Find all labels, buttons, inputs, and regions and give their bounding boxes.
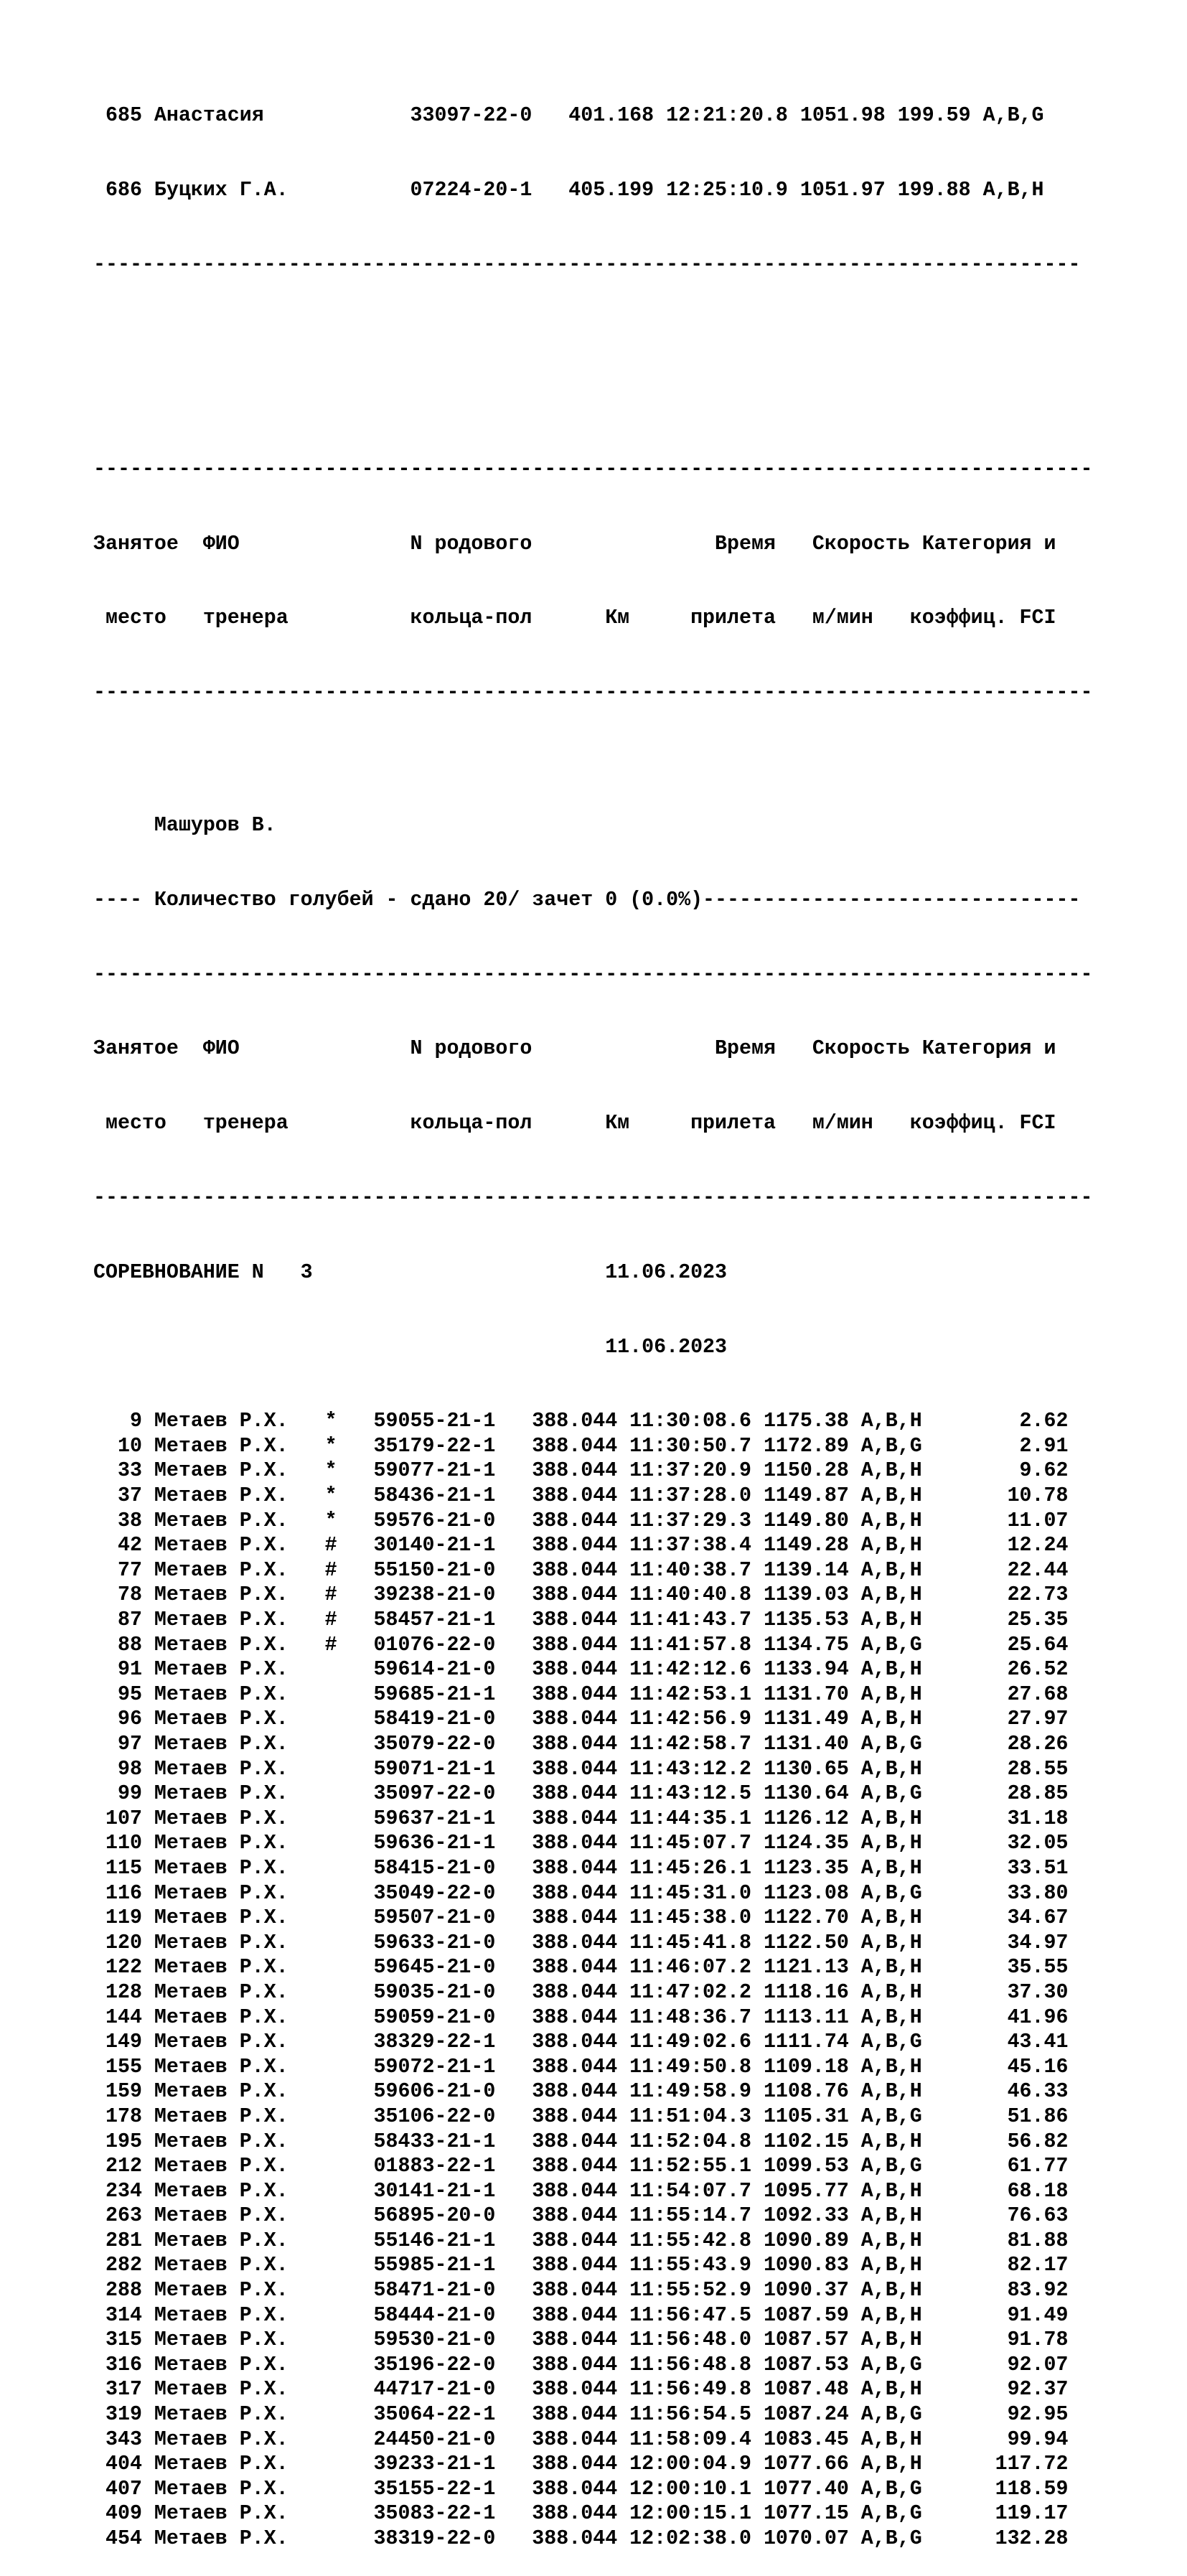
result-row: 122 Метаев Р.Х. 59645-21-0 388.044 11:46:07.2 1121.13 A,B,H 35.55 — [93, 1956, 1069, 1980]
trainer-name: Машуров В. — [93, 814, 276, 838]
result-row: 37 Метаев Р.Х. * 58436-21-1 388.044 11:37:28.0 1149.87 A,B,H 10.78 — [93, 1484, 1069, 1508]
result-row: 128 Метаев Р.Х. 59035-21-0 388.044 11:47:02.2 1118.16 A,B,H 37.30 — [93, 1980, 1069, 2004]
result-row: 315 Метаев Р.Х. 59530-21-0 388.044 11:56:48.0 1087.57 A,B,H 91.78 — [93, 2328, 1069, 2352]
result-row: 281 Метаев Р.Х. 55146-21-1 388.044 11:55:42.8 1090.89 A,B,H 81.88 — [93, 2229, 1069, 2252]
result-row: 404 Метаев Р.Х. 39233-21-1 388.044 12:00:04.9 1077.66 A,B,H 117.72 — [93, 2453, 1069, 2476]
result-row: 88 Метаев Р.Х. # 01076-22-0 388.044 11:41:57.8 1134.75 A,B,G 25.64 — [93, 1633, 1069, 1657]
result-row: 87 Метаев Р.Х. # 58457-21-1 388.044 11:41:43.7 1135.53 A,B,H 25.35 — [93, 1608, 1069, 1632]
result-row: 95 Метаев Р.Х. 59685-21-1 388.044 11:42:53.1 1131.70 A,B,H 27.68 — [93, 1682, 1069, 1706]
result-row: 195 Метаев Р.Х. 58433-21-1 388.044 11:52:04.8 1102.15 A,B,H 56.82 — [93, 2130, 1069, 2153]
result-row: 33 Метаев Р.Х. * 59077-21-1 388.044 11:37:20.9 1150.28 A,B,H 9.62 — [93, 1459, 1069, 1483]
divider: ---------------------------------------------------------------------------------- — [93, 963, 1093, 986]
result-row: 282 Метаев Р.Х. 55985-21-1 388.044 11:55:43.9 1090.83 A,B,H 82.17 — [93, 2254, 1069, 2277]
result-row: 263 Метаев Р.Х. 56895-20-0 388.044 11:55:14.7 1092.33 A,B,H 76.63 — [93, 2204, 1069, 2228]
divider: ---------------------------------------------------------------------------------- — [93, 1186, 1093, 1209]
result-row: 77 Метаев Р.Х. # 55150-21-0 388.044 11:40:38.7 1139.14 A,B,H 22.44 — [93, 1558, 1069, 1582]
divider: --------------------------------------------------------------------------------- — [93, 253, 1081, 276]
divider: ---------------------------------------------------------------------------------- — [93, 681, 1093, 705]
result-row: 159 Метаев Р.Х. 59606-21-0 388.044 11:49:58.9 1108.76 A,B,H 46.33 — [93, 2080, 1069, 2104]
result-row: 107 Метаев Р.Х. 59637-21-1 388.044 11:44:35.1 1126.12 A,B,H 31.18 — [93, 1807, 1069, 1830]
result-row: 234 Метаев Р.Х. 30141-21-1 388.044 11:54:07.7 1095.77 A,B,H 68.18 — [93, 2179, 1069, 2203]
result-row: 454 Метаев Р.Х. 38319-22-0 388.044 12:02:38.0 1070.07 A,B,G 132.28 — [93, 2527, 1069, 2550]
competition-date: 11.06.2023 — [93, 1335, 728, 1359]
pigeon-summary: ---- Количество голубей - сдано 20/ зачет 0 (0.0%)------------------------------- — [93, 888, 1081, 912]
result-row: 110 Метаев Р.Х. 59636-21-1 388.044 11:45:07.7 1124.35 A,B,H 32.05 — [93, 1832, 1069, 1855]
result-row: 99 Метаев Р.Х. 35097-22-0 388.044 11:43:12.5 1130.64 A,B,G 28.85 — [93, 1782, 1069, 1806]
result-row: 288 Метаев Р.Х. 58471-21-0 388.044 11:55:52.9 1090.37 A,B,H 83.92 — [93, 2279, 1069, 2303]
result-row: 149 Метаев Р.Х. 38329-22-1 388.044 11:49:02.6 1111.74 A,B,G 43.41 — [93, 2031, 1069, 2054]
result-row: 407 Метаев Р.Х. 35155-22-1 388.044 12:00:10.1 1077.40 A,B,G 118.59 — [93, 2477, 1069, 2501]
result-row: 343 Метаев Р.Х. 24450-21-0 388.044 11:58:09.4 1083.45 A,B,H 99.94 — [93, 2427, 1069, 2451]
result-row: 212 Метаев Р.Х. 01883-22-1 388.044 11:52:55.1 1099.53 A,B,G 61.77 — [93, 2155, 1069, 2178]
result-row: 317 Метаев Р.Х. 44717-21-0 388.044 11:56:49.8 1087.48 A,B,H 92.37 — [93, 2378, 1069, 2402]
result-row: 115 Метаев Р.Х. 58415-21-0 388.044 11:45:26.1 1123.35 A,B,H 33.51 — [93, 1856, 1069, 1880]
result-row: 9 Метаев Р.Х. * 59055-21-1 388.044 11:30:08.6 1175.38 A,B,H 2.62 — [93, 1410, 1069, 1433]
result-row: 314 Метаев Р.Х. 58444-21-0 388.044 11:56:47.5 1087.59 A,B,H 91.49 — [93, 2303, 1069, 2327]
results-table — [93, 1409, 1092, 2551]
result-row: 78 Метаев Р.Х. # 39238-21-0 388.044 11:40:40.8 1139.03 A,B,H 22.73 — [93, 1583, 1069, 1607]
result-row: 409 Метаев Р.Х. 35083-22-1 388.044 12:00:15.1 1077.15 A,B,G 119.17 — [93, 2502, 1069, 2526]
result-row: 98 Метаев Р.Х. 59071-21-1 388.044 11:43:12.2 1130.65 A,B,H 28.55 — [93, 1757, 1069, 1781]
column-header-line-1: Занятое ФИО N родового Время Скорость Категория и — [93, 532, 1056, 556]
result-row: 96 Метаев Р.Х. 58419-21-0 388.044 11:42:56.9 1131.49 A,B,H 27.97 — [93, 1708, 1069, 1731]
column-header-line-2: место тренера кольца-пол Км прилета м/мин коэффиц. FCI — [93, 606, 1056, 630]
result-row: 97 Метаев Р.Х. 35079-22-0 388.044 11:42:58.7 1131.40 A,B,G 28.26 — [93, 1733, 1069, 1756]
result-row: 116 Метаев Р.Х. 35049-22-0 388.044 11:45:31.0 1123.08 A,B,G 33.80 — [93, 1881, 1069, 1905]
result-row: 155 Метаев Р.Х. 59072-21-1 388.044 11:49:50.8 1109.18 A,B,H 45.16 — [93, 2055, 1069, 2079]
result-row: 319 Метаев Р.Х. 35064-22-1 388.044 11:56:54.5 1087.24 A,B,G 92.95 — [93, 2403, 1069, 2427]
results-page — [93, 54, 1092, 2576]
result-row: 686 Буцких Г.А. 07224-20-1 405.199 12:25:10.9 1051.97 199.88 A,B,H — [93, 178, 1044, 202]
column-header-line-2: место тренера кольца-пол Км прилета м/мин коэффиц. FCI — [93, 1112, 1056, 1135]
result-row: 91 Метаев Р.Х. 59614-21-0 388.044 11:42:12.6 1133.94 A,B,H 26.52 — [93, 1658, 1069, 1682]
result-row: 178 Метаев Р.Х. 35106-22-0 388.044 11:51:04.3 1105.31 A,B,G 51.86 — [93, 2104, 1069, 2128]
result-row: 10 Метаев Р.Х. * 35179-22-1 388.044 11:30:50.7 1172.89 A,B,G 2.91 — [93, 1434, 1069, 1458]
result-row: 42 Метаев Р.Х. # 30140-21-1 388.044 11:37:38.4 1149.28 A,B,H 12.24 — [93, 1534, 1069, 1558]
result-row: 144 Метаев Р.Х. 59059-21-0 388.044 11:48:36.7 1113.11 A,B,H 41.96 — [93, 2005, 1069, 2029]
column-header-line-1: Занятое ФИО N родового Время Скорость Категория и — [93, 1037, 1056, 1061]
competition-title: СОРЕВНОВАНИЕ N 3 11.06.2023 — [93, 1260, 728, 1284]
result-row: 316 Метаев Р.Х. 35196-22-0 388.044 11:56:48.8 1087.53 A,B,G 92.07 — [93, 2353, 1069, 2376]
result-row: 685 Анастасия 33097-22-0 401.168 12:21:20.8 1051.98 199.59 A,B,G — [93, 104, 1044, 128]
divider: ---------------------------------------------------------------------------------- — [93, 457, 1093, 481]
result-row: 120 Метаев Р.Х. 59633-21-0 388.044 11:45:41.8 1122.50 A,B,H 34.97 — [93, 1931, 1069, 1954]
result-row: 119 Метаев Р.Х. 59507-21-0 388.044 11:45:38.0 1122.70 A,B,H 34.67 — [93, 1906, 1069, 1930]
result-row: 38 Метаев Р.Х. * 59576-21-0 388.044 11:37:29.3 1149.80 A,B,H 11.07 — [93, 1509, 1069, 1532]
